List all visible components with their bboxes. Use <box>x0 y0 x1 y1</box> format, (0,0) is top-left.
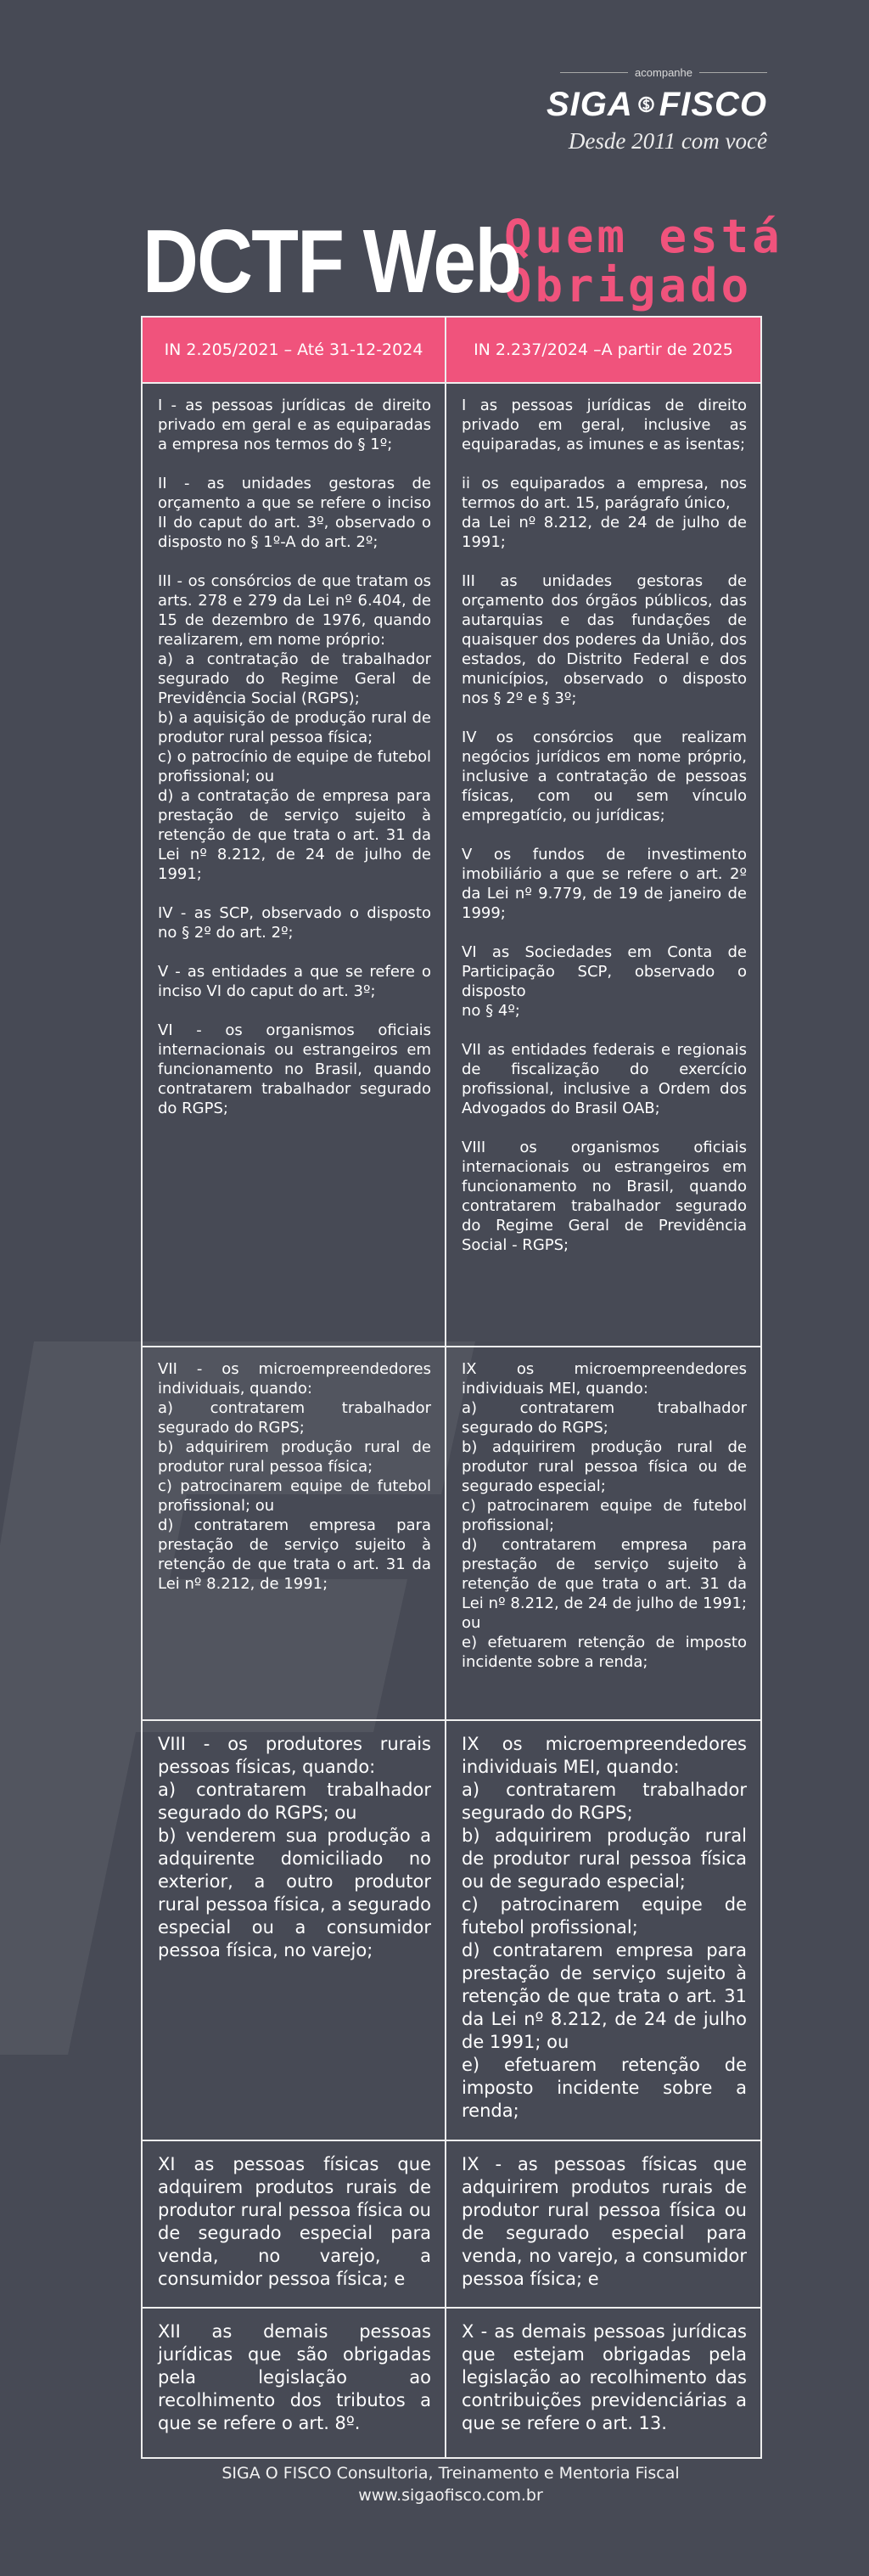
clause: VI as Sociedades em Conta de Participação SCP, observado o disposto no § 4º; <box>462 943 747 1020</box>
divider-left <box>560 72 628 73</box>
clause: IX os microempreendedores individuais MEI, quando: a) contratarem trabalhador segurado do RGPS; b) adquirirem produção rural de produtor rural pessoa física ou de segurado especial; c) patrocinarem equipe de futebol profissional; d) contratarem empresa para prestação de serviço sujeito à retenção de que trata o art. 31 da Lei nº 8.212, de 24 de julho de 1991; ou e) efetuarem retenção de imposto incidente sobre a renda; <box>462 1734 747 2121</box>
footer-company: SIGA O FISCO Consultoria, Treinamento e Mentoria Fiscal <box>221 2464 680 2483</box>
logo-text-siga: SIGA <box>547 86 633 123</box>
clause: XI as pessoas físicas que adquirem produtos rurais de produtor rural pessoa física ou de segurado especial para venda, no varejo, a consumidor pessoa física; e <box>158 2154 431 2289</box>
clause: V os fundos de investimento imobiliário a que se refere o art. 2º da Lei nº 9.779, de 19 de janeiro de 1999; <box>462 846 747 922</box>
tagline: Desde 2011 com você <box>568 128 767 154</box>
logo-text-fisco: FISCO <box>659 86 767 123</box>
title-sub-line2: Obrigado <box>504 259 753 312</box>
table-row <box>142 1347 761 1720</box>
clause: III as unidades gestoras de orçamento dos órgãos públicos, das autarquias e das fundações de quaisquer dos poderes da União, dos estados, do Distrito Federal e dos municípios, observado o disposto nos § 2º e § 3º; <box>462 572 747 707</box>
column-header-in-2205: IN 2.205/2021 – Até 31-12-2024 <box>142 317 446 383</box>
clause: XII as demais pessoas jurídicas que são obrigadas pela legislação ao recolhimento dos tributos a que se refere o art. 8º. <box>158 2321 431 2433</box>
clause: IX os microempreendedores individuais MEI, quando: a) contratarem trabalhador segurado do RGPS; b) adquirirem produção rural de produtor rural pessoa física ou de segurado especial; c) patrocinarem equipe de futebol profissional; d) contratarem empresa para prestação de serviço sujeito à retenção de que trata o art. 31 da Lei nº 8.212, de 24 de julho de 1991; ou e) efetuarem retenção de imposto incidente sobre a renda; <box>462 1360 747 1671</box>
clause: X - as demais pessoas jurídicas que estejam obrigadas pela legislação ao recolhimento das contribuições previdenciárias a que se refere o art. 13. <box>462 2321 747 2433</box>
cell-right <box>446 1720 761 2140</box>
title-sub-line1: Quem está <box>504 210 783 263</box>
footer-website: www.sigaofisco.com.br <box>358 2486 543 2505</box>
dollar-o-icon <box>638 87 654 121</box>
page-title <box>143 212 783 311</box>
clause: V - as entidades a que se refere o inciso VI do caput do art. 3º; <box>158 963 431 1000</box>
clause: VII as entidades federais e regionais de fiscalização do exercício profissional, inclusive a Ordem dos Advogados do Brasil OAB; <box>462 1041 747 1117</box>
column-header-in-2237: IN 2.237/2024 –A partir de 2025 <box>446 317 761 383</box>
clause: VIII os organismos oficiais internacionais ou estrangeiros em funcionamento no Brasil, quando contratarem trabalhador segurado do Regime Geral de Previdência Social - RGPS; <box>462 1139 747 1254</box>
clause: IV - as SCP, observado o disposto no § 2º do art. 2º; <box>158 904 431 942</box>
cell-right <box>446 2308 761 2458</box>
clause: III - os consórcios de que tratam os arts. 278 e 279 da Lei nº 6.404, de 15 de dezembro de 1976, quando realizarem, em nome próprio: a) a contratação de trabalhador segurado do Regime Geral de Previdência Social (RGPS); b) a aquisição de produção rural de produtor rural pessoa física; c) o patrocínio de equipe de futebol profissional; ou d) a contratação de empresa para prestação de serviço sujeito à retenção de que trata o art. 31 da Lei nº 8.212, de 24 de julho de 1991; <box>158 572 431 883</box>
cell-left <box>142 2308 446 2458</box>
footer <box>141 2462 760 2506</box>
table-row <box>142 2140 761 2308</box>
clause: II - as unidades gestoras de orçamento a que se refere o inciso II do caput do art. 3º, observado o disposto no § 1º-A do art. 2º; <box>158 475 431 551</box>
cell-right <box>446 2140 761 2308</box>
accompanhe-text: acompanhe <box>635 66 692 79</box>
accompanhe-label <box>547 66 767 79</box>
clause: ii os equiparados a empresa, nos termos do art. 15, parágrafo único, da Lei nº 8.212, de 24 de julho de 1991; <box>462 475 747 551</box>
clause: I as pessoas jurídicas de direito privado em geral, inclusive as equiparadas, as imunes e as isentas; <box>462 397 747 453</box>
title-subtitle <box>504 212 783 311</box>
clause: VII - os microempreendedores individuais, quando: a) contratarem trabalhador segurado do RGPS; b) adquirirem produção rural de produtor rural pessoa física; c) patrocinarem equipe de futebol profissional; ou d) contratarem empresa para prestação de serviço sujeito à retenção de que trata o art. 31 da Lei nº 8.212, de 1991; <box>158 1360 431 1593</box>
siga-o-fisco-logo <box>547 87 767 121</box>
cell-right <box>446 383 761 1347</box>
cell-left <box>142 2140 446 2308</box>
clause: VI - os organismos oficiais internacionais ou estrangeiros em funcionamento no Brasil, quando contratarem trabalhador segurado do RGPS; <box>158 1021 431 1117</box>
clause: IX - as pessoas físicas que adquirirem produtos rurais de produtor rural pessoa física ou de segurado especial para venda, no varejo, a consumidor pessoa física; e <box>462 2154 747 2289</box>
brand-block <box>547 66 767 155</box>
cell-left <box>142 1720 446 2140</box>
title-main: DCTF Web <box>143 211 521 312</box>
cell-left <box>142 383 446 1347</box>
cell-right <box>446 1347 761 1720</box>
clause: IV os consórcios que realizam negócios jurídicos em nome próprio, inclusive a contratação de pessoas físicas, com ou sem vínculo empregatício, ou jurídicas; <box>462 728 747 824</box>
table-header-row <box>142 317 761 383</box>
clause: VIII - os produtores rurais pessoas físicas, quando: a) contratarem trabalhador segurado do RGPS; ou b) venderem sua produção a adquirente domiciliado no exterior, a outro produtor rural pessoa física, a segurado especial ou a consumidor pessoa física, no varejo; <box>158 1734 431 1960</box>
table-row <box>142 1720 761 2140</box>
table-row <box>142 2308 761 2458</box>
divider-right <box>699 72 767 73</box>
comparison-table <box>141 316 762 2459</box>
table-row <box>142 383 761 1347</box>
clause: I - as pessoas jurídicas de direito privado em geral e as equiparadas a empresa nos termos do § 1º; <box>158 397 431 453</box>
cell-left <box>142 1347 446 1720</box>
